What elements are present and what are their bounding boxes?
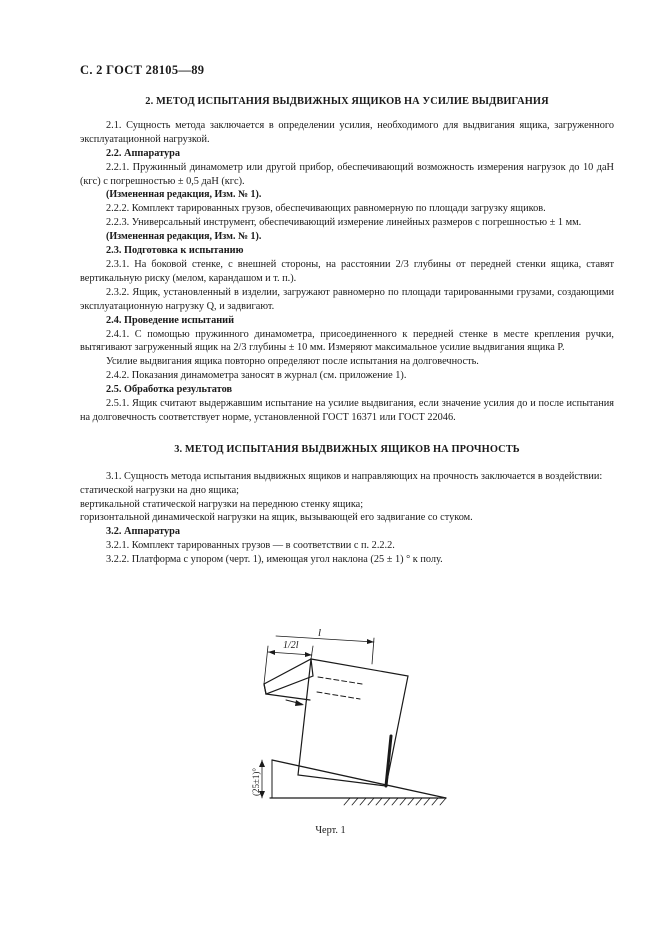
section-2-title: 2. МЕТОД ИСПЫТАНИЯ ВЫДВИЖНЫХ ЯЩИКОВ НА УСИЛИЕ ВЫДВИГАНИЯ: [145, 96, 549, 107]
paragraph-3-2-2: 3.2.2. Платформа с упором (черт. 1), имеющая угол наклона (25 ± 1) ° к полу.: [106, 554, 443, 566]
subheading-2-4: 2.4. Проведение испытаний: [106, 314, 235, 326]
paragraph-2-3-2: 2.3.2. Ящик, установленный в изделии, загружают равномерно по площади тарированными грузами, создающими эксплуатационную нагрузку Q, и задвигают.: [80, 286, 614, 312]
paragraph-2-3-1: 2.3.1. На боковой стенке, с внешней стороны, на расстоянии 2/3 глубины от передней стенки ящика, ставят вертикальную риску (мелом, карандашом и т. п.).: [80, 258, 614, 284]
extension-left: [264, 646, 268, 684]
platform-stop: [386, 736, 391, 786]
drawer-box: [298, 659, 408, 786]
amendment-note-2: (Измененная редакция, Изм. № 1).: [106, 231, 262, 243]
paragraph-2-2-1: 2.2.1. Пружинный динамометр или другой прибор, обеспечивающий возможность измерения нагрузок до 10 даН (кгс) с погрешностью ± 0,5 даН (кгс).: [80, 161, 614, 187]
paragraph-2-4-1b: Усилие выдвигания ящика повторно определяют после испытания на долговечность.: [106, 356, 479, 368]
list-item: горизонтальной динамической нагрузки на ящик, вызывающей его задвигание со стуком.: [80, 512, 473, 524]
paragraph-2-2-3: 2.2.3. Универсальный инструмент, обеспечивающий измерение линейных размеров с погрешностью ± 1 мм.: [106, 217, 582, 229]
figure-platform-drawing: [250, 628, 450, 806]
platform-diagram: [250, 628, 450, 806]
extension-mid: [311, 646, 313, 659]
paragraph-2-1: 2.1. Сущность метода заключается в определении усилия, необходимого для выдвигания ящика, загруженного эксплуатационной нагрузкой.: [80, 119, 614, 145]
list-item: статической нагрузки на дно ящика;: [80, 484, 239, 496]
label-half-l: 1/2l: [283, 640, 299, 651]
paragraph-2-5-1: 2.5.1. Ящик считают выдержавшим испытание на усилие выдвигания, если значение усилия до и после испытания на долговечность соответствует норме, установленной ГОСТ 16371 или ГОСТ 22046.: [80, 398, 614, 423]
paragraph-3-2-1: 3.2.1. Комплект тарированных грузов — в соответствии с п. 2.2.2.: [106, 540, 395, 552]
subheading-2-3: 2.3. Подготовка к испытанию: [106, 245, 244, 257]
label-l: l: [318, 628, 322, 639]
figure-caption: Черт. 1: [315, 825, 346, 836]
inclined-platform: [272, 760, 446, 798]
section-3-title: 3. МЕТОД ИСПЫТАНИЯ ВЫДВИЖНЫХ ЯЩИКОВ НА ПРОЧНОСТЬ: [174, 443, 520, 455]
paragraph-3-1: 3.1. Сущность метода испытания выдвижных ящиков и направляющих на прочность заключается в воздействии:: [106, 470, 603, 482]
subheading-3-2: 3.2. Аппаратура: [106, 526, 181, 538]
document-body: [80, 95, 614, 567]
list-item: вертикальной статической нагрузки на переднюю стенку ящика;: [80, 498, 364, 510]
label-angle: (25±1)°: [251, 767, 261, 796]
floor-hatching: [344, 798, 446, 805]
page-header: С. 2 ГОСТ 28105—89: [80, 63, 205, 77]
amendment-note-1: (Измененная редакция, Изм. № 1).: [106, 189, 262, 201]
paragraph-2-2-2: 2.2.2. Комплект тарированных грузов, обеспечивающих равномерную по площади загрузку ящиков.: [106, 203, 546, 215]
drawer-dashed-bottom: [317, 692, 360, 699]
subheading-2-2: 2.2. Аппаратура: [106, 147, 181, 159]
paragraph-2-4-1: 2.4.1. С помощью пружинного динамометра, присоединенного к передней стенке в месте крепления ручки, вытягивают загруженный ящик на 2/3 глубины ± 10 мм. Измеряют максимальное усилие выдвигания ящика P.: [80, 328, 614, 354]
pulled-drawer: [264, 659, 313, 694]
paragraph-2-4-2: 2.4.2. Показания динамометра заносят в журнал (см. приложение 1).: [106, 370, 407, 382]
subheading-2-5: 2.5. Обработка результатов: [106, 384, 233, 396]
drawer-dashed-top: [318, 677, 362, 684]
